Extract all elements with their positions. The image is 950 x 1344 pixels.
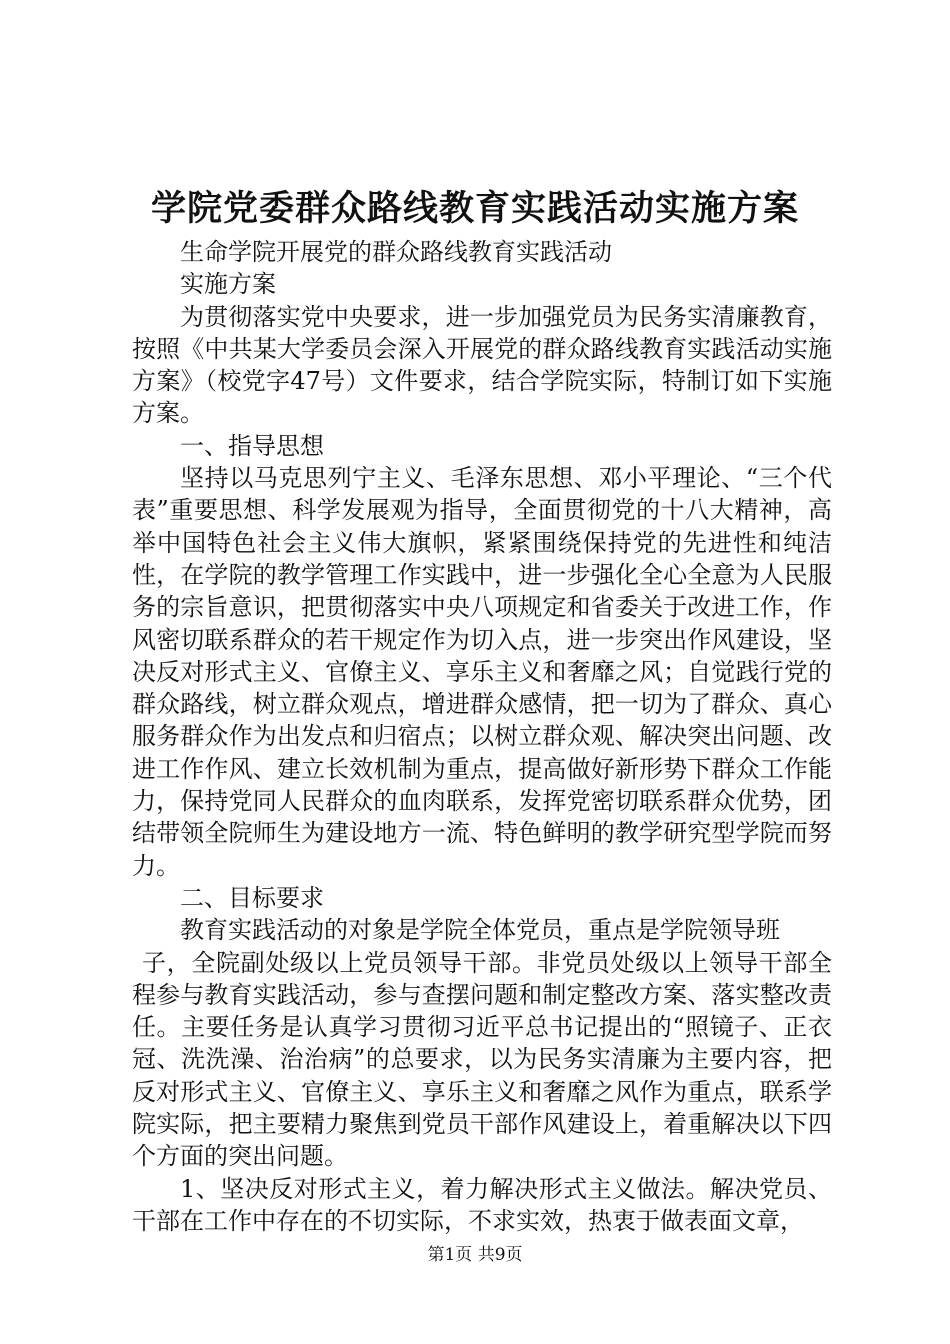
document-body bbox=[132, 236, 832, 1237]
body-paragraph: 教育实践活动的对象是学院全体党员，重点是学院领导班 bbox=[180, 916, 780, 945]
section-heading: 一、指导思想 bbox=[180, 431, 324, 460]
body-paragraph: 为贯彻落实党中央要求，进一步加强党员为民务实清廉教育，按照《中共某大学委员会深入开展党的群众路线教育实践活动实施方案》（校党字47号）文件要求，结合学院实际，特制订如下实施方案。 bbox=[132, 302, 832, 428]
subtitle-line: 实施方案 bbox=[180, 270, 276, 299]
section-heading: 二、目标要求 bbox=[180, 883, 324, 912]
document-title: 学院党委群众路线教育实践活动实施方案 bbox=[150, 188, 799, 229]
body-paragraph: 1、坚决反对形式主义，着力解决形式主义做法。解决党员、干部在工作中存在的不切实际，不求实效，热衷于做表面文章， bbox=[132, 1174, 832, 1235]
body-paragraph: 坚持以马克思列宁主义、毛泽东思想、邓小平理论、“三个代表”重要思想、科学发展观为指导，全面贯彻党的十八大精神，高举中国特色社会主义伟大旗帜，紧紧围绕保持党的先进性和纯洁性，在学院的教学管理工作实践中，进一步强化全心全意为人民服务的宗旨意识，把贯彻落实中央八项规定和省委关于改进工作，作风密切联系群众的若干规定作为切入点，进一步突出作风建设，坚决反对形式主义、官僚主义、享乐主义和奢靡之风；自觉践行党的群众路线，树立群众观点，增进群众感情，把一切为了群众、真心服务群众作为出发点和归宿点；以树立群众观、解决突出问题、改进工作作风、建立长效机制为重点，提高做好新形势下群众工作能力，保持党同人民群众的血肉联系，发挥党密切联系群众优势，团结带领全院师生为建设地方一流、特色鲜明的教学研究型学院而努力。 bbox=[132, 464, 832, 880]
page-number-footer: 第1页 共9页 bbox=[427, 1245, 523, 1265]
subtitle-line: 生命学院开展党的群众路线教育实践活动 bbox=[180, 238, 612, 266]
body-paragraph: 子，全院副处级以上党员领导干部。非党员处级以上领导干部全程参与教育实践活动，参与查摆问题和制定整改方案、落实整改责任。主要任务是认真学习贯彻习近平总书记提出的“照镜子、正衣冠、洗洗澡、治治病”的总要求，以为民务实清廉为主要内容，把反对形式主义、官僚主义、享乐主义和奢靡之风作为重点，联系学院实际，把主要精力聚焦到党员干部作风建设上，着重解决以下四个方面的突出问题。 bbox=[132, 948, 832, 1171]
